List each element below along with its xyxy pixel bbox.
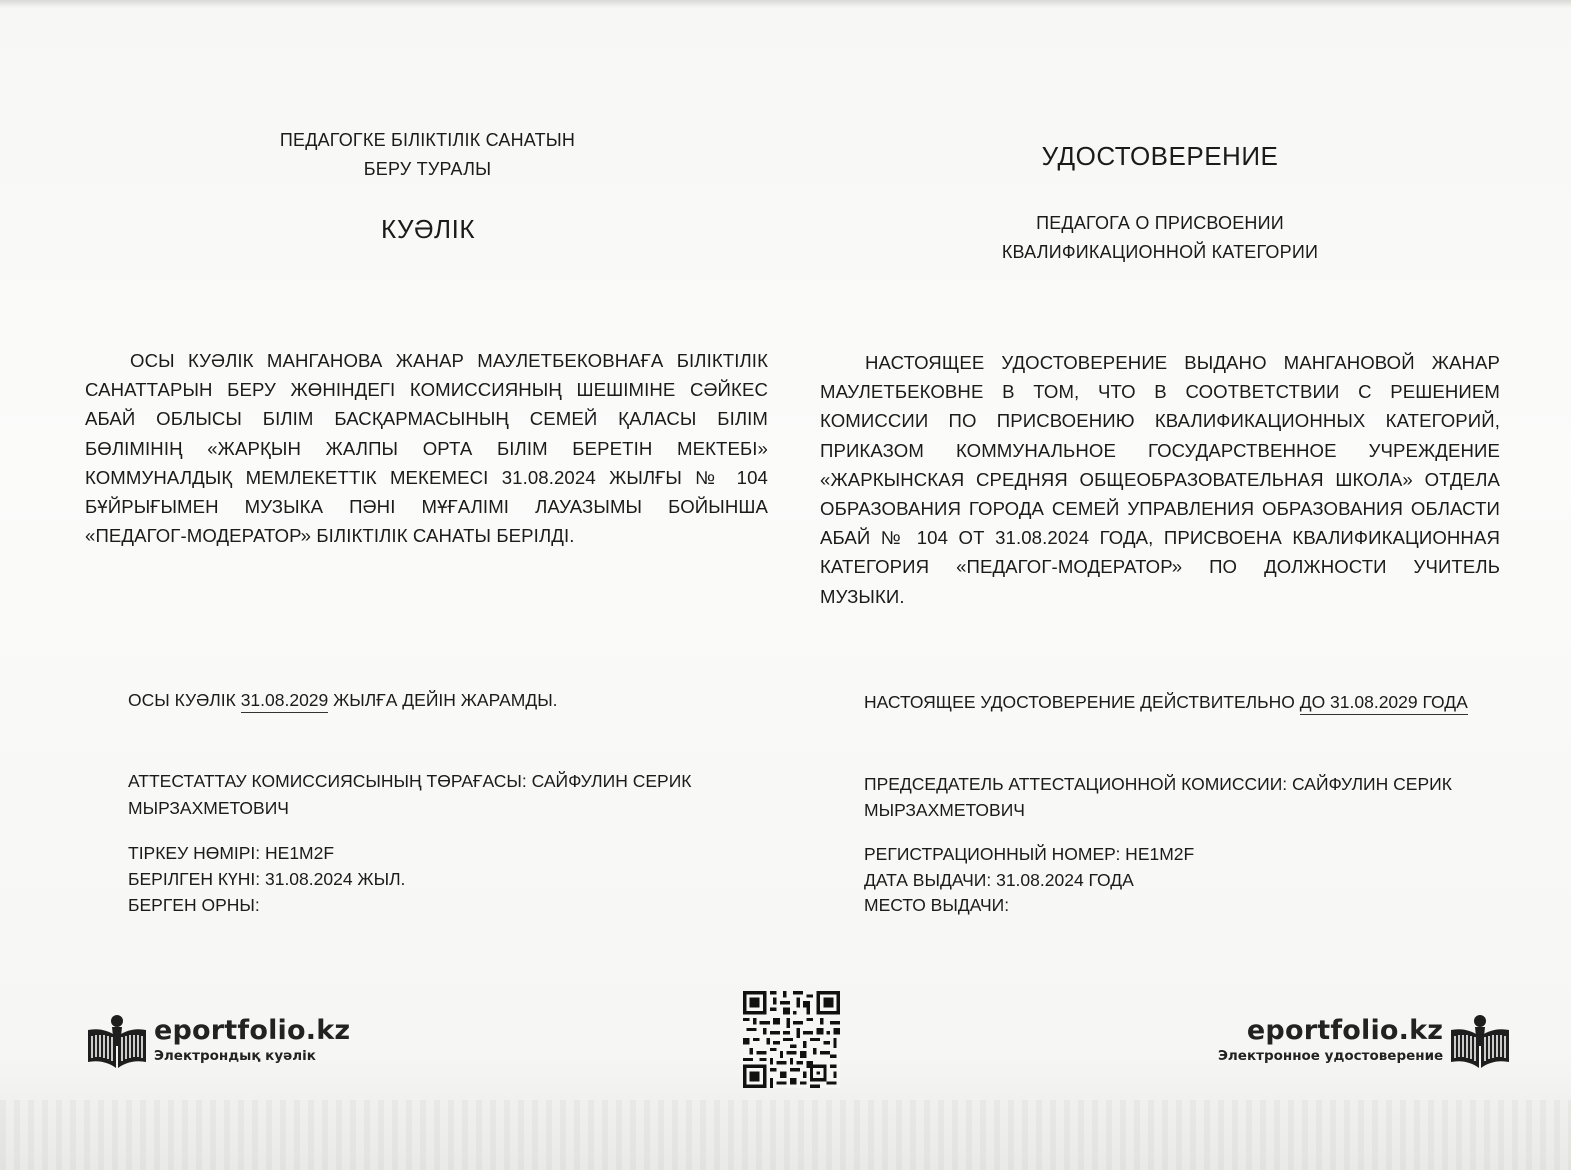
kk-validity-suffix: ЖЫЛҒА ДЕЙІН ЖАРАМДЫ. bbox=[328, 690, 558, 710]
ru-validity-prefix: НАСТОЯЩЕЕ УДОСТОВЕРЕНИЕ ДЕЙСТВИТЕЛЬНО bbox=[864, 692, 1300, 712]
kk-issue-date: БЕРІЛГЕН КҮНІ: 31.08.2024 ЖЫЛ. bbox=[128, 869, 406, 889]
kk-logo-brand: eportfolio.kz bbox=[154, 1014, 351, 1046]
ru-logo-brand: eportfolio.kz bbox=[1246, 1014, 1444, 1046]
kk-subtitle-line2: БЕРУ ТУРАЛЫ bbox=[363, 159, 492, 179]
ru-subtitle bbox=[935, 209, 1385, 267]
kk-chair-line2: МЫРЗАХМЕТОВИЧ bbox=[128, 798, 289, 818]
ru-body-paragraph: НАСТОЯЩЕЕ УДОСТОВЕРЕНИЕ ВЫДАНО МАНГАНОВОЙ ЖАНАР МАУЛЕТБЕКОВНЕ В ТОМ, ЧТО В СООТВЕТСТВИИ С РЕШЕНИЕМ КОМИССИИ ПО ПРИСВОЕНИЮ КВАЛИФИКАЦИОННЫХ КАТЕГОРИЙ, ПРИКАЗОМ КОММУНАЛЬНОЕ ГОСУДАРСТВЕННОЕ УЧРЕЖДЕНИЕ «ЖАРКЫНСКАЯ СРЕДНЯЯ ОБЩЕОБРАЗОВАТЕЛЬНАЯ ШКОЛА» ОТДЕЛА ОБРАЗОВАНИЯ ГОРОДА СЕМЕЙ УПРАВЛЕНИЯ ОБРАЗОВАНИЯ ОБЛАСТИ АБАЙ № 104 ОТ 31.08.2024 ГОДА, ПРИСВОЕНА КВАЛИФИКАЦИОННАЯ КАТЕГОРИЯ «ПЕДАГОГ-МОДЕРАТОР» ПО ДОЛЖНОСТИ УЧИТЕЛЬ МУЗЫКИ. bbox=[820, 352, 1500, 607]
kk-reg-number: ТІРКЕУ НӨМІРІ: HE1M2F bbox=[128, 843, 335, 863]
ru-issue-place: МЕСТО ВЫДАЧИ: bbox=[864, 895, 1010, 915]
ru-subtitle-line2: КВАЛИФИКАЦИОННОЙ КАТЕГОРИИ bbox=[1001, 242, 1319, 262]
qr-code bbox=[743, 991, 840, 1088]
ru-reg-number: РЕГИСТРАЦИОННЫЙ НОМЕР: HE1M2F bbox=[864, 844, 1195, 864]
ru-chair-line2: МЫРЗАХМЕТОВИЧ bbox=[864, 800, 1025, 820]
ru-heading: УДОСТОВЕРЕНИЕ bbox=[1041, 141, 1279, 171]
ru-issue-date: ДАТА ВЫДАЧИ: 31.08.2024 ГОДА bbox=[864, 870, 1134, 890]
book-person-icon bbox=[86, 1012, 148, 1074]
kk-issue-place: БЕРГЕН ОРНЫ: bbox=[128, 895, 260, 915]
ru-validity bbox=[864, 689, 1468, 715]
kk-eportfolio-logo bbox=[86, 1012, 350, 1074]
kk-chair-line1: АТТЕСТАТТАУ КОМИССИЯСЫНЫҢ ТӨРАҒАСЫ: САЙФУЛИН СЕРИК bbox=[128, 771, 692, 791]
kk-logo-tagline: Электрондық куәлік bbox=[154, 1047, 316, 1064]
paper-top-edge bbox=[0, 0, 1571, 8]
kk-subtitle-line1: ПЕДАГОГКЕ БІЛІКТІЛІК САНАТЫН bbox=[279, 130, 576, 150]
paper-bottom-shadow bbox=[0, 1100, 1571, 1170]
kk-heading: КУӘЛІК bbox=[381, 214, 475, 244]
ru-validity-date: ДО 31.08.2029 ГОДА bbox=[1300, 692, 1468, 715]
kk-validity bbox=[128, 687, 558, 713]
ru-logo-tagline: Электронное удостоверение bbox=[1218, 1047, 1444, 1064]
ru-subtitle-line1: ПЕДАГОГА О ПРИСВОЕНИИ bbox=[1036, 213, 1284, 233]
ru-chair-line1: ПРЕДСЕДАТЕЛЬ АТТЕСТАЦИОННОЙ КОМИССИИ: САЙФУЛИН СЕРИК bbox=[864, 774, 1452, 794]
kk-validity-date: 31.08.2029 bbox=[241, 690, 329, 713]
kk-validity-prefix: ОСЫ КУӘЛІК bbox=[128, 690, 241, 710]
book-person-icon bbox=[1449, 1012, 1511, 1074]
kk-subtitle bbox=[200, 126, 655, 184]
ru-eportfolio-logo bbox=[1218, 1012, 1511, 1074]
kk-body-paragraph: ОСЫ КУӘЛІК МАНГАНОВА ЖАНАР МАУЛЕТБЕКОВНАҒА БІЛІКТІЛІК САНАТТАРЫН БЕРУ ЖӨНІНДЕГІ КОМИССИЯНЫҢ ШЕШІМІНЕ СӘЙКЕС АБАЙ ОБЛЫСЫ БІЛІМ БАСҚАРМАСЫНЫҢ СЕМЕЙ ҚАЛАСЫ БІЛІМ БӨЛІМІНІҢ «ЖАРҚЫН ЖАЛПЫ ОРТА БІЛІМ БЕРЕТІН МЕКТЕБІ» КОММУНАЛДЫҚ МЕМЛЕКЕТТІК МЕКЕМЕСІ 31.08.2024 ЖЫЛҒЫ № 104 БҰЙРЫҒЫМЕН МУЗЫКА ПӘНІ МҰҒАЛІМІ ЛАУАЗЫМЫ БОЙЫНША «ПЕДАГОГ-МОДЕРАТОР» БІЛІКТІЛІК САНАТЫ БЕРІЛДІ. bbox=[85, 350, 768, 547]
